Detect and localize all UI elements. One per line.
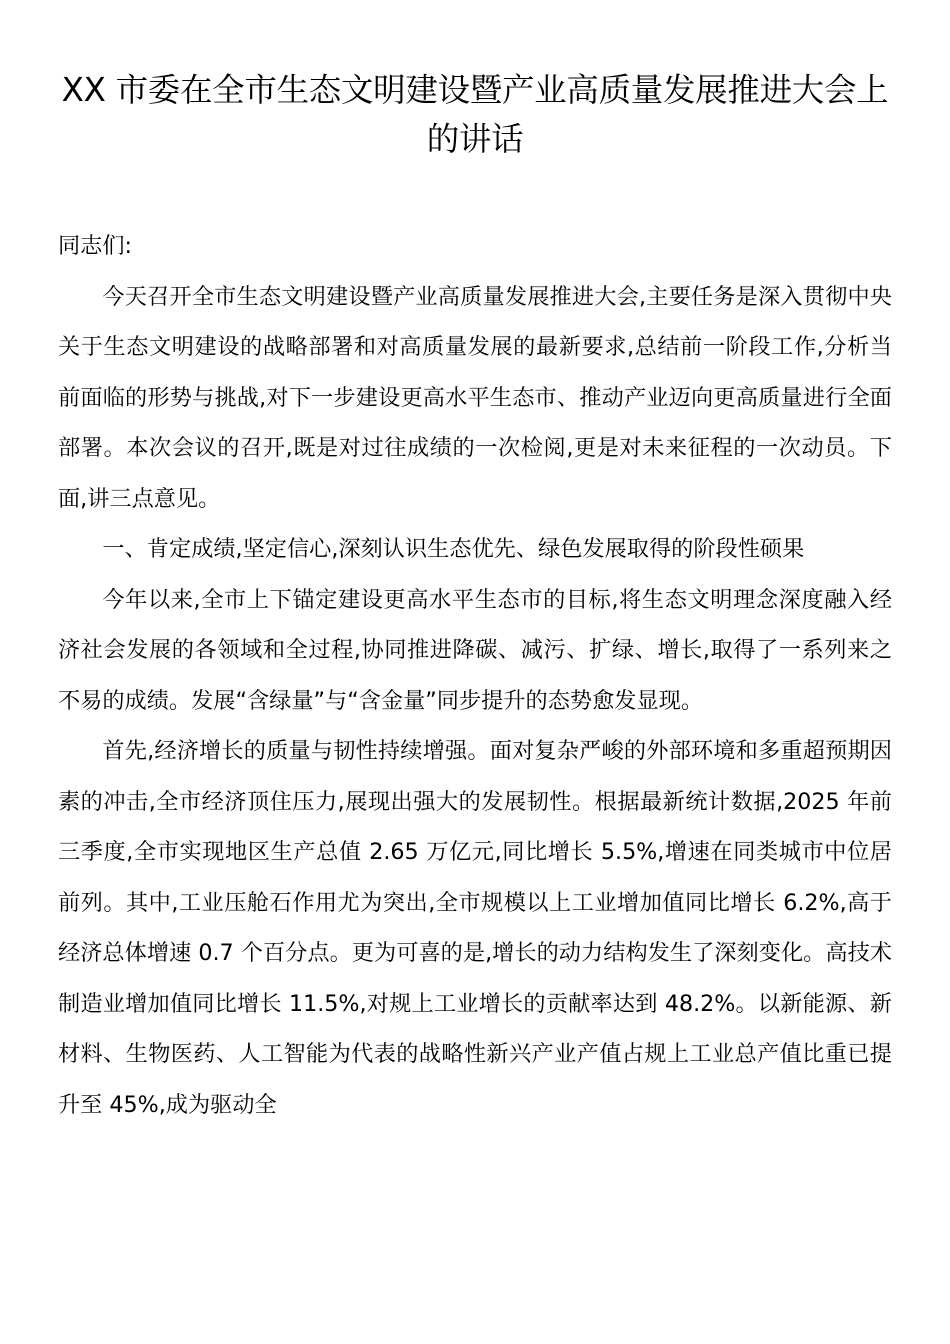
document-title: XX 市委在全市生态文明建设暨产业高质量发展推进大会上的讲话 [61,71,889,158]
paragraph-achievements: 今年以来,全市上下锚定建设更高水平生态市的目标,将生态文明理念深度融入经济社会发展的各领域和全过程,协同推进降碳、减污、扩绿、增长,取得了一系列来之不易的成绩。发展“含绿量”与“含金量”同步提升的态势愈发显现。 [58,586,892,714]
paragraph-economy: 首先,经济增长的质量与韧性持续增强。面对复杂严峻的外部环境和多重超预期因素的冲击,全市经济顶住压力,展现出强大的发展韧性。根据最新统计数据,2025 年前三季度,全市实现地区生产总值 2.65 万亿元,同比增长 5.5%,增速在同类城市中位居前列。其中,工业压舱石作用尤为突出,全市规模以上工业增加值同比增长 6.2%,高于经济总体增速 0.7 个百分点。更为可喜的是,增长的动力结构发生了深刻变化。高技术制造业增加值同比增长 11.5%,对规上工业增长的贡献率达到 48.2%。以新能源、新材料、生物医药、人工智能为代表的战略性新兴产业产值占规上工业总产值比重已提升至 45%,成为驱动全 [58,738,892,1118]
salutation: 同志们: [58,233,133,259]
document-body [58,221,892,1130]
paragraph-intro: 今天召开全市生态文明建设暨产业高质量发展推进大会,主要任务是深入贯彻中央关于生态文明建设的战略部署和对高质量发展的最新要求,总结前一阶段工作,分析当前面临的形势与挑战,对下一步建设更高水平生态市、推动产业迈向更高质量进行全面部署。本次会议的召开,既是对过往成绩的一次检阅,更是对未来征程的一次动员。下面,讲三点意见。 [58,283,892,512]
section-heading-1: 一、肯定成绩,坚定信心,深刻认识生态优先、绿色发展取得的阶段性硕果 [102,536,805,562]
